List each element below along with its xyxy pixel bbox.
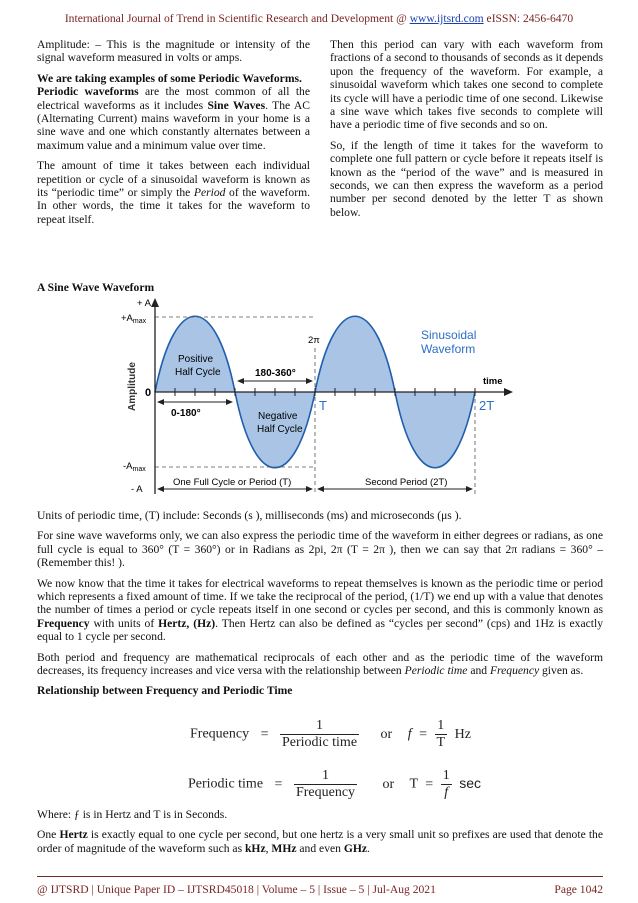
negative-label: Negative (258, 411, 298, 422)
numerator: 1 (294, 768, 357, 785)
text-span: with units of (89, 616, 159, 630)
negative-half-cycle-label: Half Cycle (257, 424, 303, 435)
arrow-head (237, 378, 244, 384)
numerator: 1 (435, 718, 448, 735)
reciprocal-paragraph (37, 651, 603, 678)
or-word: or (380, 726, 393, 742)
footer-divider (37, 876, 603, 877)
hertz-bold-term: Hertz (59, 828, 88, 842)
full-cycle-label: One Full Cycle or Period (T) (173, 477, 292, 488)
range-0-180-label: 0-180° (171, 408, 201, 419)
arrow-head (157, 399, 164, 405)
fraction (435, 718, 448, 751)
right-column (330, 38, 603, 226)
plus-a-label: + A (137, 298, 151, 309)
frequency-formula (190, 718, 471, 751)
equals-sign: = (274, 776, 283, 792)
arrow-head (306, 486, 313, 492)
issn: eISSN: 2456-6470 (483, 12, 574, 25)
ghz-term: GHz (343, 841, 368, 855)
period-paragraph (37, 159, 310, 226)
denominator: f (444, 785, 449, 800)
text-span: of the waveform. In other words, the time it takes for the waveform to repeat itself. (37, 186, 310, 226)
text-span: . Then Hertz can also be defined as “cycles per second” (cps) and 1Hz is exactly equal to 1 cycle per second. (37, 616, 604, 644)
fraction (441, 768, 452, 801)
khz-term: kHz (244, 841, 266, 855)
amplitude-paragraph: Amplitude: – This is the magnitude or intensity of the signal waveform measured in volts or amps. (37, 38, 310, 65)
positive-label: Positive (178, 354, 214, 365)
frequency-term: Frequency (37, 616, 90, 630)
minus-amax-label (123, 461, 146, 473)
denominator: Periodic time (282, 735, 358, 750)
units-paragraph: Units of periodic time, (T) include: Seconds (s ), milliseconds (ms) and microseconds (μs ). (37, 509, 462, 522)
journal-name: International Journal of Trend in Scientific Research and Development @ (64, 12, 410, 25)
positive-half-2 (315, 316, 395, 392)
sine-wave-figure (115, 296, 527, 498)
degrees-paragraph: For sine wave waveforms only, we can also express the periodic time of the waveform in either degrees or radians, as one full cycle is equal to 360° (T = 360°) or in Radians as 2pi, 2π (T = 2π ), then we can say that 2π radians = 360° – (Remember this! ). (37, 529, 603, 570)
periodic-time-term: Periodic time (404, 664, 468, 678)
numerator: 1 (280, 718, 359, 735)
body-text (37, 509, 603, 705)
page-number: Page 1042 (554, 883, 603, 896)
text-span: . The AC (Alternating Current) mains waveform in your home is a sine wave and one which constantly alternates between a maximum value and a minimum value over time. (37, 98, 310, 152)
period-variation-paragraph: Then this period can vary with each waveform from fractions of a second to thousands of seconds as it depends upon the frequency of the waveform. For example, a sinusoidal waveform which takes one second to complete its cycle will have a periodic time of one second. Likewise a sine wave which takes five seconds to complete will have a periodic time of five seconds and so on. (330, 38, 603, 132)
figure-heading: A Sine Wave Waveform (37, 281, 155, 294)
periodic-time-formula (188, 768, 481, 801)
plus-amax-text: +A (121, 313, 133, 324)
period-of-wave-paragraph: So, if the length of time it takes for the waveform to complete one full pattern or cycle before it repeats itself is known as the “period of the wave” and is measured in seconds, we can then express the waveform as a period number per second denoted by the letter T as shown below. (330, 138, 603, 219)
periodic-waveforms-term: Periodic waveforms (37, 85, 139, 99)
text-span: and (467, 664, 490, 678)
text-span: and even (296, 841, 344, 855)
arrow-head (157, 486, 164, 492)
frequency-italic-term: Frequency (489, 664, 540, 678)
arrow-head (317, 486, 324, 492)
numerator: 1 (442, 768, 450, 783)
range-180-360-label: 180-360° (255, 368, 296, 379)
minus-a-label: - A (131, 484, 143, 495)
arrow-head (466, 486, 473, 492)
text-span: The amount of time it takes between each individual repetition or cycle of a sinusoidal waveform is known as its “periodic time” or simply the (37, 159, 310, 200)
sine-waves-term: Sine Waves (207, 98, 266, 112)
equals-sign: = (419, 726, 428, 742)
text-span: One (37, 828, 60, 842)
y-axis-arrow (151, 298, 159, 307)
periodic-waveforms-paragraph (37, 85, 310, 152)
closing-text (37, 808, 603, 862)
equals-sign: = (260, 726, 269, 742)
zero-label: 0 (145, 387, 152, 399)
time-label: time (483, 376, 503, 387)
t-symbol: T (409, 776, 418, 792)
two-t-label: 2T (479, 398, 495, 413)
examples-heading: We are taking examples of some Periodic Waveforms. (37, 71, 302, 85)
text-span: given as. (539, 664, 584, 678)
amax-subscript: max (132, 318, 147, 325)
minus-amax-text: -A (123, 461, 133, 472)
where-paragraph: Where: ƒ is in Hertz and T is in Seconds. (37, 808, 228, 821)
hertz-paragraph (37, 828, 603, 855)
denominator: T (436, 735, 446, 750)
sinusoidal-label: Sinusoidal (421, 328, 477, 342)
text-span: are the most common of all the electrical waveforms as it includes (37, 85, 310, 112)
waveform-label: Waveform (421, 342, 476, 356)
arrow-head (306, 378, 313, 384)
footer-info: @ IJTSRD | Unique Paper ID – IJTSRD45018 | Volume – 5 | Issue – 5 | Jul-Aug 2021 (37, 883, 436, 896)
text-span: , (265, 841, 272, 855)
hz-unit: Hz (454, 726, 471, 742)
equals-sign: = (425, 776, 434, 792)
second-period-label: Second Period (2T) (365, 477, 448, 488)
hertz-term: Hertz, (Hz) (158, 616, 216, 630)
mhz-term: MHz (271, 841, 297, 855)
frequency-word: Frequency (190, 726, 250, 742)
frequency-paragraph (37, 577, 603, 644)
x-axis-arrow (504, 388, 513, 396)
half-cycle-label: Half Cycle (175, 367, 221, 378)
text-span: We now know that the time it takes for electrical waveforms to repeat themselves is known as the periodic time or period which represents a fixed amount of time. If we take the reciprocal of the period, (1/T) we end up with a value that denotes the number of times a period or cycle repeats itself in one second or cycles per second, and this is commonly known as (37, 576, 603, 617)
fraction (280, 718, 359, 751)
y-axis-label: Amplitude (127, 362, 138, 411)
text-span: . (367, 841, 370, 855)
text-span: Both period and frequency are mathematical reciprocals of each other and as the periodic time of the waveform decreases, its frequency increases and vice versa with the relationship between (37, 650, 603, 678)
running-footer (37, 883, 603, 896)
relationship-heading: Relationship between Frequency and Periodic Time (37, 684, 293, 698)
text-span: is exactly equal to one cycle per second, but one hertz is a very small unit so prefixes are used that denote the order of magnitude of the waveform such as (37, 828, 604, 855)
journal-url-link[interactable]: www.ijtsrd.com (409, 12, 484, 25)
denominator: Frequency (295, 785, 356, 800)
arrow-head (226, 399, 233, 405)
running-header (0, 12, 638, 25)
amax-subscript: max (132, 466, 146, 473)
plus-amax-label (121, 313, 147, 325)
t-label: T (319, 398, 327, 413)
periodic-time-word: Periodic time (188, 776, 264, 792)
sec-unit: sec (459, 774, 481, 791)
or-word: or (382, 776, 395, 792)
negative-half-2 (395, 392, 475, 468)
fraction (294, 768, 357, 801)
f-symbol: f (407, 726, 412, 742)
period-term: Period (193, 186, 226, 200)
left-column (37, 38, 310, 233)
two-pi-label: 2π (308, 335, 320, 346)
